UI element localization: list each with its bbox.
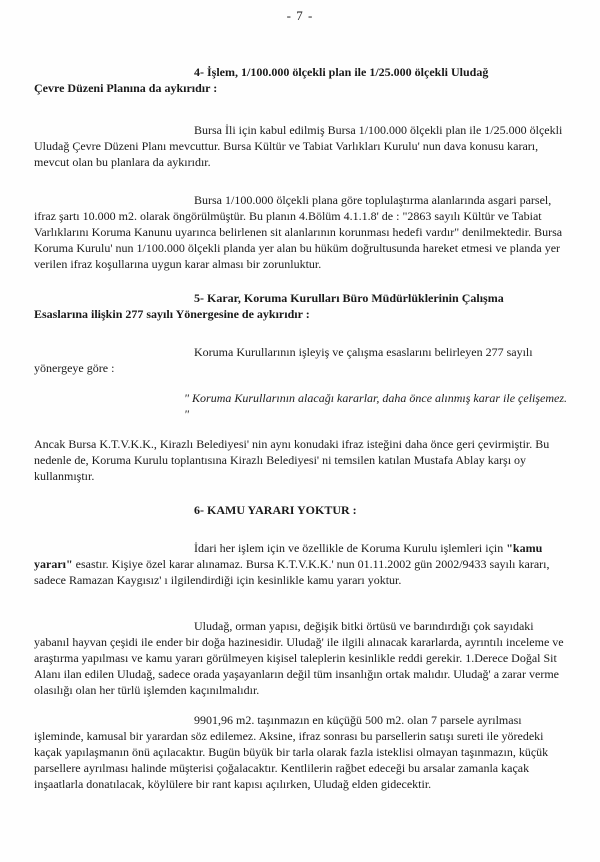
section-4-heading (34, 64, 571, 80)
section-5-paragraph-1: Koruma Kurullarının işleyiş ve çalışma esaslarını belirleyen 277 sayılı yönergeye göre : (34, 345, 533, 375)
section-6-paragraph-3: 9901,96 m2. taşınmazın en küçüğü 500 m2. olan 7 parsele ayrılması işleminde, kamusal bir yarardan söz edilemez. Aksine, ifraz sonrası bu parsellerin satışı sureti ile yöredeki kaçak yapılaşmanın önü açılacaktır. Bugün büyük bir tarla olarak fazla isteklisi olmayan taşınmazın, küçük parsellere ayrılması halinde müşterisi çoğalacaktır. Kentlilerin rağbet edeceği bu arsalar zamanla kaçak inşaatlarla donatılacak, köylülere bir rant kapısı açılırken, Uludağ elden gidecektir. (34, 713, 549, 791)
section-6-heading (34, 502, 571, 518)
section-6-paragraph-1 (34, 540, 571, 588)
section-6-heading-text: 6- KAMU YARARI YOKTUR : (194, 503, 357, 517)
section-5-heading-second: Esaslarına ilişkin 277 sayılı Yönergesine de aykırıdır : (34, 307, 310, 321)
section-6-paragraph-1-start: İdari her işlem için ve özellikle de Koruma Kurulu işlemleri için (194, 541, 507, 555)
section-5-heading (34, 290, 571, 306)
section-4-paragraph-1: Bursa İli için kabul edilmiş Bursa 1/100.000 ölçekli plan ile 1/25.000 ölçekli Uludağ Çevre Düzeni Planı mevcuttur. Bursa Kültür ve Tabiat Varlıkları Kurulu' nun dava konusu kararı, mevcut olan bu planlara da aykırıdır. (34, 123, 563, 169)
kamu-yarari-emphasis: "kamu yararı" (34, 541, 543, 571)
section-5-quote: " Koruma Kurullarının alacağı kararlar, daha önce alınmış karar ile çelişemez. " (184, 391, 568, 421)
section-4-heading-first: 4- İşlem, 1/100.000 ölçekli plan ile 1/25.000 ölçekli Uludağ (194, 65, 489, 79)
document-body (34, 64, 571, 792)
section-5-paragraph-2: Ancak Bursa K.T.V.K.K., Kirazlı Belediyesi' nin aynı konudaki ifraz isteğini daha önce geri çevirmiştir. Bu nedenle de, Koruma Kurulu toplantısına Kirazlı Belediyesi' ni temsilen katılan Mustafa Ablay karşı oy kullanmıştır. (34, 437, 550, 483)
section-6-paragraph-2: Uludağ, orman yapısı, değişik bitki örtüsü ve barındırdığı çok sayıdaki yabanıl hayvan çeşidi ile ender bir doğa hazinesidir. Uludağ' ile ilgili alınacak kararlarda, ayrıntılı inceleme ve araştırma yapılması ve kamu yararı görülmeyen kişisel taleplerin kesinlikle reddi gerekir. 1.Derece Doğal Sit Alanı ilan edilen Uludağ, sadece orada yaşayanların değil tüm insanlığın ortak malıdır. Uludağ' a zarar verme olasılığı olan her türlü işlemden kaçınılmalıdır. (34, 619, 564, 697)
section-4-paragraph-2: Bursa 1/100.000 ölçekli plana göre toplulaştırma alanlarında asgari parsel, ifraz şartı 10.000 m2. olarak öngörülmüştür. Bu planın 4.Bölüm 4.1.1.8' de : "2863 sayılı Kültür ve Tabiat Varlıklarını Koruma Kanunu uyarınca belirlenen sit alanlarının korunması hedefi vardır" denilmektedir. Bursa Koruma Kurulu' nun 1/100.000 ölçekli planda yer alan bu hüküm doğrultusunda hareket etmesi ve planda yer verilen ifraz koşullarına uygun karar alması bir zorunluktur. (34, 193, 563, 271)
page-number: - 7 - (286, 8, 314, 23)
section-6-paragraph-1-rest: esastır. Kişiye özel karar alınamaz. Bursa K.T.V.K.K.' nun 01.11.2002 gün 2002/9433 sayılı kararı, sadece Ramazan Kaygısız' ı ilgilendirdiği için kesinlikle kamu yararı yoktur. (34, 557, 550, 587)
section-4-heading-second: Çevre Düzeni Planına da aykırıdır : (34, 81, 218, 95)
section-5-heading-first: 5- Karar, Koruma Kurulları Büro Müdürlüklerinin Çalışma (194, 291, 504, 305)
